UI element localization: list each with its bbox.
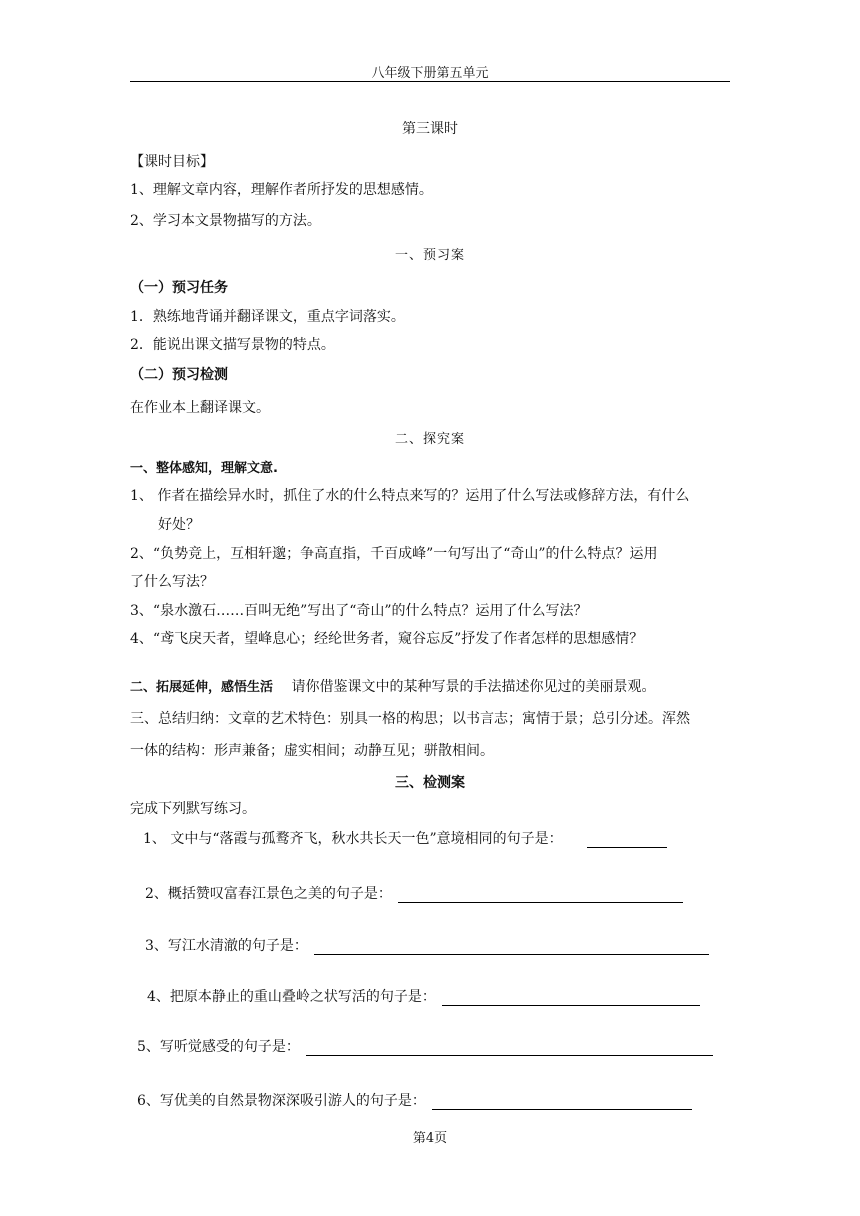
test-intro: 完成下列默写练习。 <box>130 801 256 817</box>
dictation-prompt: 5、写听觉感受的句子是： <box>137 1039 300 1055</box>
explore-extension-label: 二、拓展延伸，感悟生活 <box>130 680 274 695</box>
explore-summary-continued: 一体的结构：形声兼备；虚实相间；动静互见；骈散相间。 <box>130 743 494 759</box>
dictation-item <box>145 883 683 903</box>
objective-item: 1、理解文章内容，理解作者所抒发的思想感情。 <box>130 182 433 198</box>
preview-task-item: 2．能说出课文描写景物的特点。 <box>130 337 335 353</box>
preview-task-item: 1．熟练地背诵并翻译课文，重点字词落实。 <box>130 309 405 325</box>
explore-question: 3、“泉水激石……百叫无绝”写出了“奇山”的什么特点？运用了什么写法？ <box>130 603 588 619</box>
objective-item: 2、学习本文景物描写的方法。 <box>130 213 321 229</box>
explore-extension-text: 请你借鉴课文中的某种写景的手法描述你见过的美丽景观。 <box>291 679 656 695</box>
explore-question: 2、“负势竞上，互相轩邈；争高直指，千百成峰”一句写出了“奇山”的什么特点？运用 <box>130 546 658 562</box>
header-rule <box>130 81 730 82</box>
explore-summary: 三、总结归纳：文章的艺术特色：别具一格的构思；以书言志；寓情于景；总引分述。浑然 <box>130 711 690 727</box>
dictation-item <box>137 1036 713 1056</box>
objectives-heading: 【课时目标】 <box>130 154 214 170</box>
dictation-item <box>137 1090 692 1110</box>
answer-blank[interactable] <box>306 1041 713 1056</box>
explore-question-continued: 好处？ <box>158 517 200 533</box>
preview-task-heading: （一）预习任务 <box>130 280 228 296</box>
dictation-item <box>145 935 709 955</box>
page-header: 八年级下册第五单元 <box>371 66 489 81</box>
dictation-prompt: 2、概括赞叹富春江景色之美的句子是： <box>145 886 392 902</box>
section-heading-test: 三、检测案 <box>395 775 465 791</box>
dictation-prompt: 1、 文中与“落霞与孤鹜齐飞，秋水共长天一色”意境相同的句子是： <box>143 831 563 847</box>
dictation-prompt: 4、把原本静止的重山叠岭之状写活的句子是： <box>147 989 436 1005</box>
preview-check-heading: （二）预习检测 <box>130 367 228 383</box>
answer-blank[interactable] <box>587 833 667 848</box>
dictation-prompt: 3、写江水清澈的句子是： <box>145 938 308 954</box>
explore-question: 1、 作者在描绘异水时，抓住了水的什么特点来写的？运用了什么写法或修辞方法，有什么 <box>130 488 690 504</box>
dictation-item <box>147 986 700 1006</box>
explore-question: 4、“鸢飞戾天者，望峰息心；经纶世务者，窥谷忘反”抒发了作者怎样的思想感情？ <box>130 631 644 647</box>
answer-blank[interactable] <box>432 1095 692 1110</box>
lesson-title: 第三课时 <box>402 121 458 137</box>
section-heading-preview: 一、预习案 <box>394 248 465 263</box>
dictation-item <box>143 828 667 848</box>
answer-blank[interactable] <box>398 888 683 903</box>
dictation-prompt: 6、写优美的自然景物深深吸引游人的句子是： <box>137 1093 426 1109</box>
explore-extension <box>130 676 655 696</box>
answer-blank[interactable] <box>442 991 700 1006</box>
section-heading-explore: 二、探究案 <box>394 432 465 447</box>
preview-check-text: 在作业本上翻译课文。 <box>130 400 270 416</box>
answer-blank[interactable] <box>314 940 709 955</box>
explore-question-continued: 了什么写法？ <box>130 574 214 590</box>
page-number: 第4页 <box>412 1131 448 1146</box>
explore-subheading: 一、整体感知，理解文意. <box>130 461 278 476</box>
